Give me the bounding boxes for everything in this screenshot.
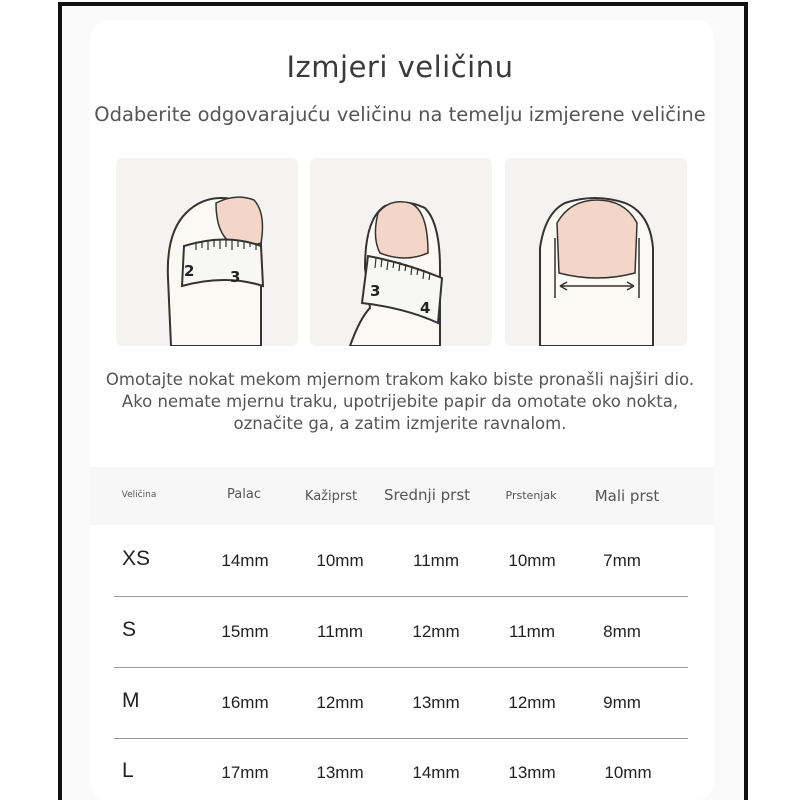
- table-cell: 10mm: [508, 551, 556, 570]
- table-cell: 16mm: [221, 693, 269, 712]
- table-row: [0, 739, 800, 809]
- page-subtitle: Odaberite odgovarajuću veličinu na temelju izmjerene veličine: [94, 103, 706, 126]
- table-cell: 13mm: [316, 763, 364, 782]
- column-header-index: Kažiprst: [304, 489, 358, 504]
- tape-mark: 3: [370, 282, 381, 300]
- measuring-instructions: [100, 369, 700, 435]
- table-cell: 13mm: [508, 763, 556, 782]
- table-cell: 11mm: [317, 622, 363, 641]
- table-cell: 12mm: [412, 622, 460, 641]
- thumb-measuring-tape-icon: [116, 158, 298, 346]
- table-cell: 14mm: [221, 551, 269, 570]
- table-cell: 14mm: [412, 763, 460, 782]
- column-header-thumb: Palac: [227, 487, 261, 502]
- table-cell: 12mm: [508, 693, 556, 712]
- table-cell: 11mm: [509, 622, 555, 641]
- finger-measuring-tape-icon: [310, 158, 492, 346]
- table-cell: 12mm: [316, 693, 364, 712]
- instruction-line: označite ga, a zatim izmjerite ravnalom.: [233, 414, 567, 433]
- table-row: [0, 527, 800, 597]
- table-cell: 10mm: [316, 551, 364, 570]
- table-cell: 17mm: [221, 763, 269, 782]
- nail-width-measure-icon: [505, 158, 687, 346]
- table-cell: 9mm: [603, 693, 641, 712]
- table-cell: 10mm: [604, 763, 652, 782]
- table-cell: 11mm: [413, 551, 459, 570]
- size-label: XS: [122, 547, 151, 570]
- table-row: [0, 598, 800, 668]
- size-label: L: [122, 759, 134, 782]
- table-cell: 8mm: [603, 622, 641, 641]
- instruction-line: Omotajte nokat mekom mjernom trakom kako biste pronašli najširi dio.: [105, 370, 695, 389]
- table-cell: 7mm: [603, 551, 641, 570]
- column-header-pinky: Mali prst: [594, 487, 660, 505]
- column-header-size: Veličina: [121, 490, 157, 500]
- tape-mark: 3: [230, 268, 241, 286]
- page-title: Izmjeri veličinu: [286, 50, 514, 84]
- row-divider: [114, 667, 688, 668]
- tape-mark: 4: [420, 299, 431, 317]
- size-label: S: [122, 618, 137, 641]
- size-label: M: [122, 689, 140, 712]
- table-row: [0, 669, 800, 739]
- column-header-ring: Prstenjak: [505, 489, 557, 502]
- table-cell: 13mm: [412, 693, 460, 712]
- column-header-middle: Srednji prst: [383, 486, 471, 504]
- table-cell: 15mm: [221, 622, 269, 641]
- tape-mark: 2: [184, 262, 195, 280]
- row-divider: [114, 596, 688, 597]
- instruction-line: Ako nemate mjernu traku, upotrijebite papir da omotate oko nokta,: [121, 392, 679, 411]
